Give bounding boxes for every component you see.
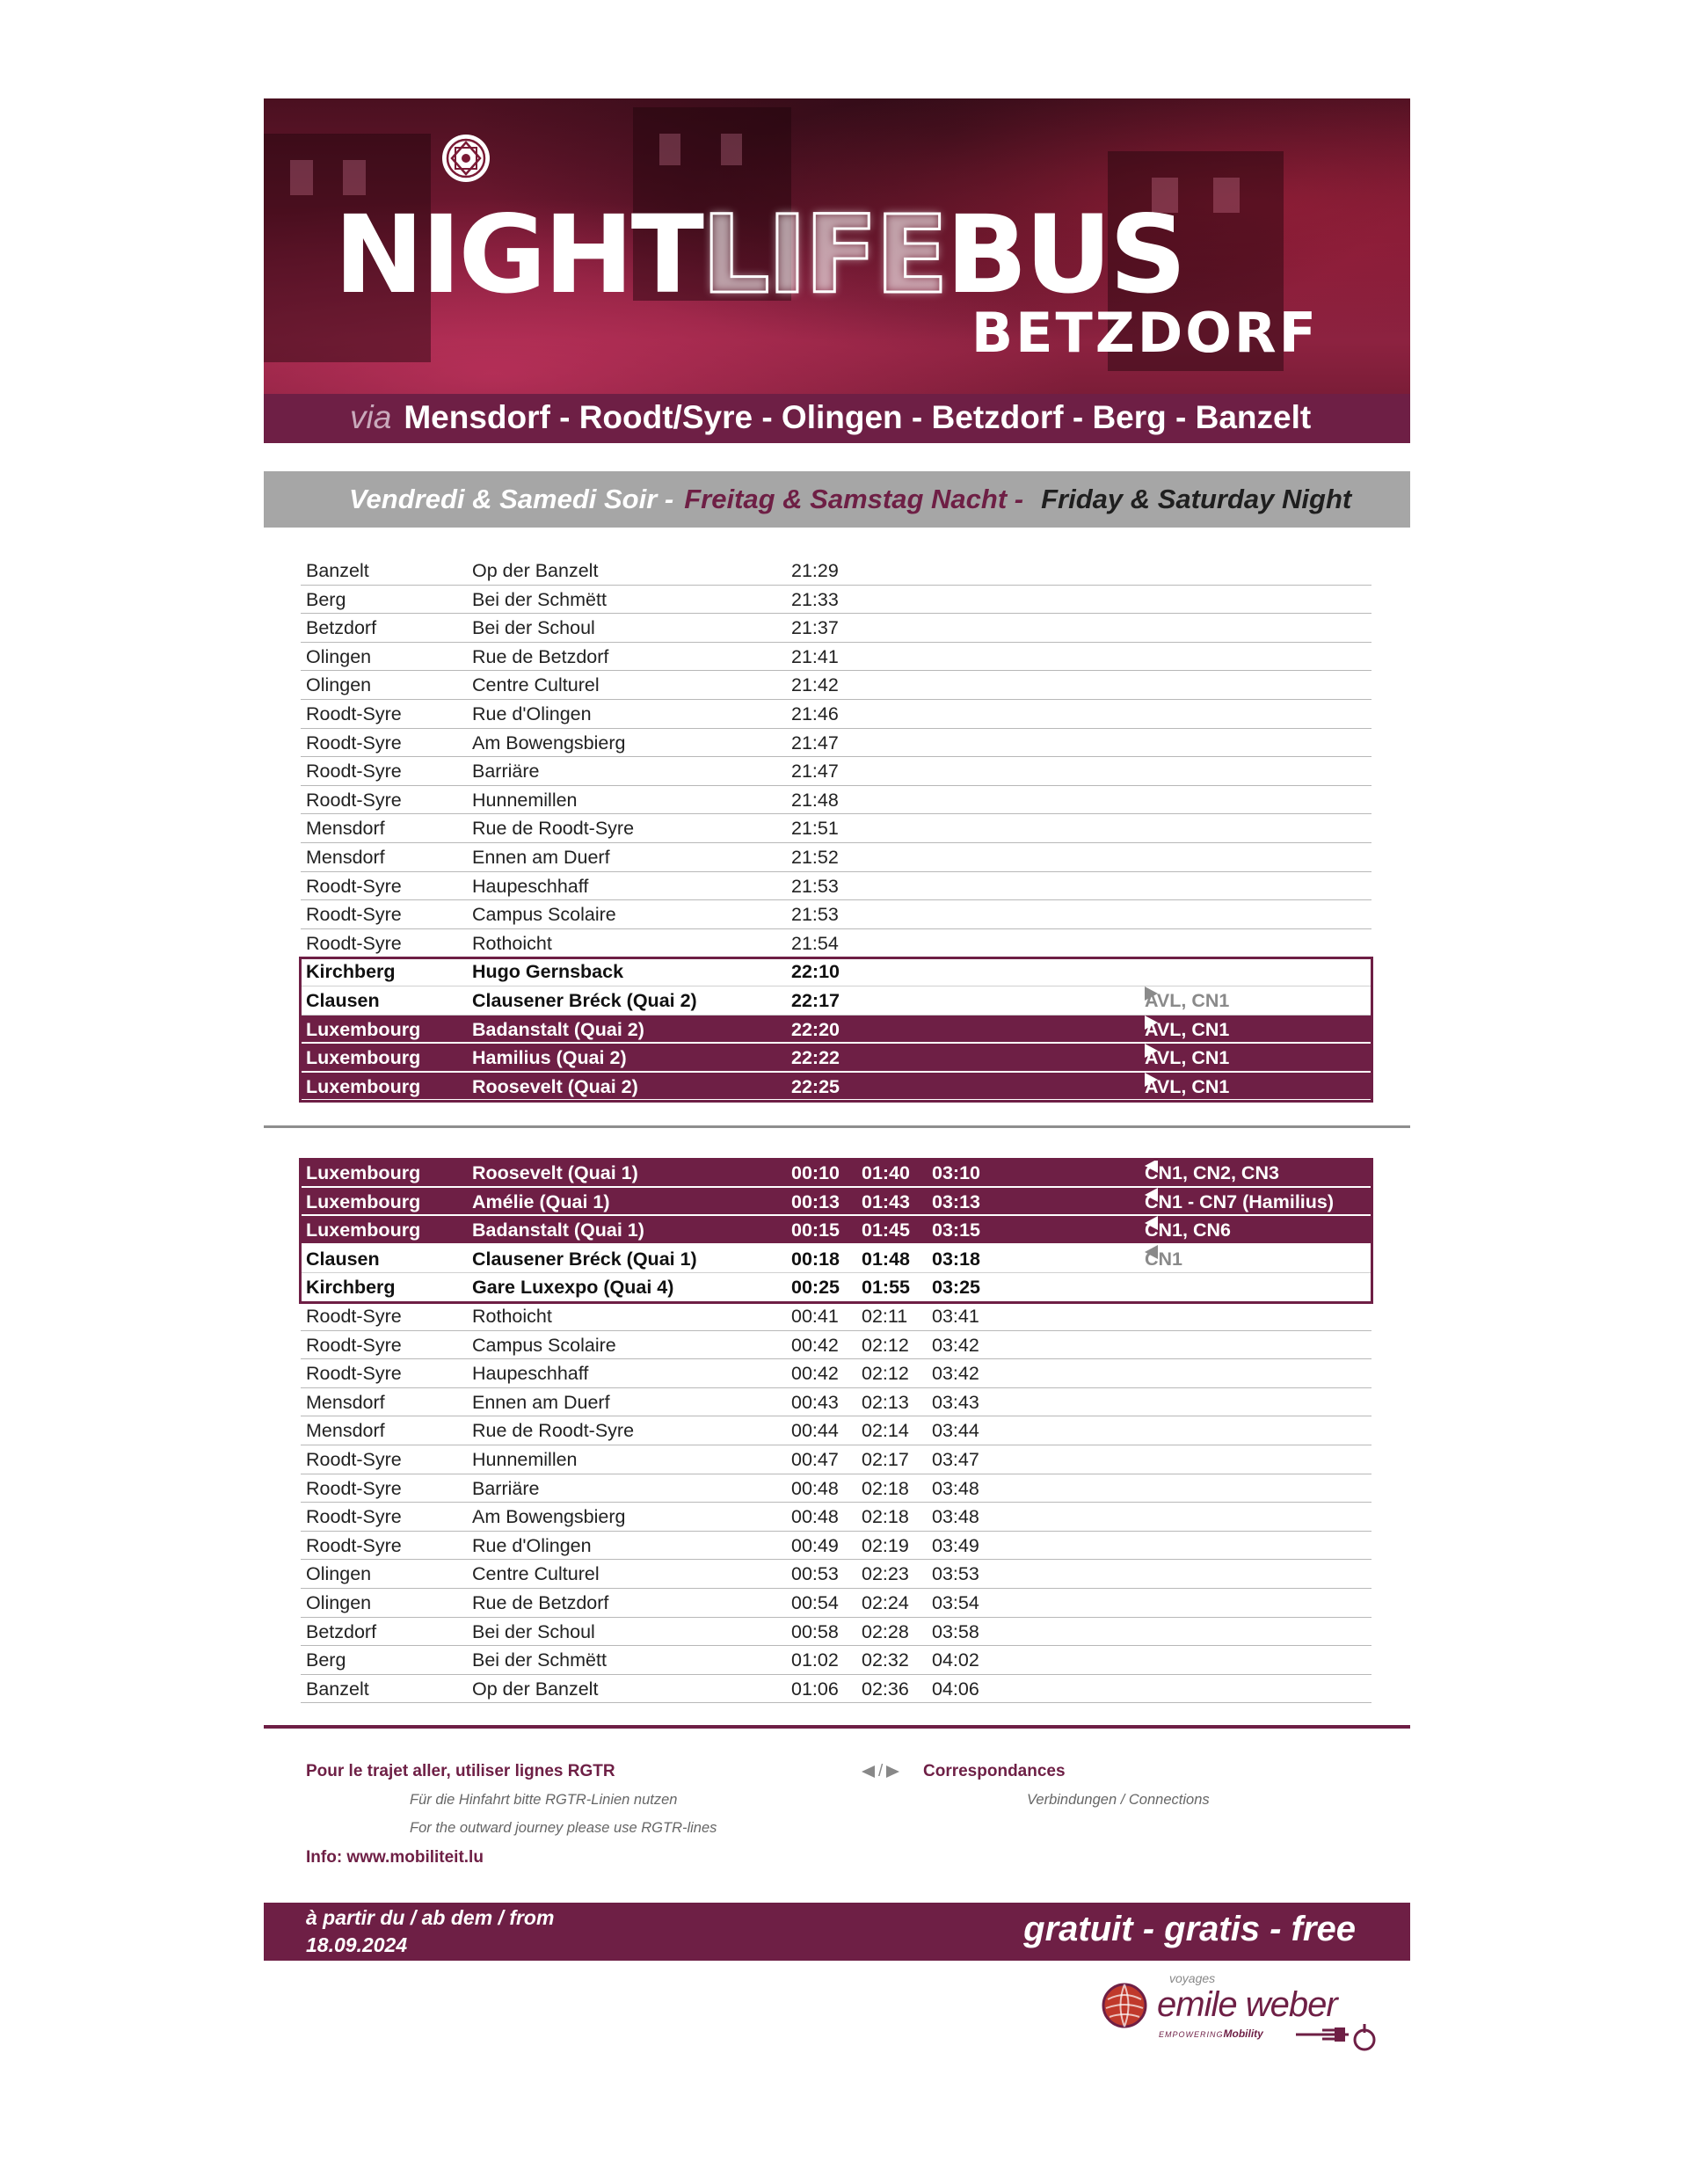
time-cell: 21:41 (791, 645, 839, 667)
table-row (301, 1646, 1372, 1675)
connection-cell (1145, 1188, 1334, 1216)
brand-name: emile weber (1157, 1985, 1337, 2024)
stop-cell: Centre Culturel (472, 674, 600, 696)
town-cell: Mensdorf (306, 818, 385, 840)
time-cell: 00:13 (791, 1190, 840, 1212)
table-row (301, 1388, 1372, 1417)
time-cell: 21:29 (791, 560, 839, 581)
connection-legend-symbols (862, 1762, 899, 1781)
time-cell: 03:13 (932, 1190, 980, 1212)
stop-cell: Clausener Bréck (Quai 1) (472, 1248, 697, 1270)
stop-cell: Gare Luxexpo (Quai 4) (472, 1277, 674, 1299)
tagline-b: Mobility (1223, 2027, 1263, 2040)
time-cell: 01:02 (791, 1649, 839, 1671)
table-row (301, 700, 1372, 729)
time-cell: 02:23 (862, 1563, 909, 1585)
time-cell: 21:37 (791, 617, 839, 639)
time-cell: 02:18 (862, 1477, 909, 1499)
table-row (301, 1589, 1372, 1618)
town-cell: Roodt-Syre (306, 1477, 402, 1499)
town-cell: Berg (306, 1649, 346, 1671)
time-cell: 02:11 (862, 1306, 908, 1327)
stop-cell: Badanstalt (Quai 1) (472, 1219, 644, 1241)
time-cell: 22:25 (791, 1075, 840, 1097)
time-cell: 03:44 (932, 1420, 979, 1442)
town-cell: Roodt-Syre (306, 1363, 402, 1385)
connections-sub: Verbindungen / Connections (1027, 1792, 1210, 1808)
time-cell: 01:06 (791, 1678, 839, 1700)
time-cell: 00:53 (791, 1563, 839, 1585)
connection-lines: AVL, CN1 (1145, 1018, 1230, 1040)
time-cell: 01:43 (862, 1190, 910, 1212)
town-cell: Banzelt (306, 1678, 369, 1700)
stop-cell: Clausener Bréck (Quai 2) (472, 990, 697, 1011)
arrow-left-icon (1145, 1188, 1158, 1202)
arrow-right-icon (886, 1765, 899, 1778)
time-cell: 02:18 (862, 1506, 909, 1528)
title-bus: BUS (945, 193, 1184, 317)
time-cell: 00:48 (791, 1506, 839, 1528)
connection-lines: AVL, CN1 (1145, 990, 1230, 1011)
time-cell: 03:18 (932, 1248, 980, 1270)
time-cell: 00:25 (791, 1277, 840, 1299)
table-row (301, 1073, 1372, 1102)
time-cell: 21:48 (791, 789, 839, 811)
connection-cell (1145, 986, 1229, 1015)
stop-cell: Haupeschhaff (472, 1363, 589, 1385)
town-cell: Clausen (306, 1248, 380, 1270)
table-row (301, 1302, 1372, 1331)
time-cell: 21:54 (791, 932, 839, 954)
time-cell: 03:48 (932, 1477, 979, 1499)
town-cell: Roodt-Syre (306, 904, 402, 926)
town-cell: Banzelt (306, 560, 369, 581)
time-cell: 21:47 (791, 732, 839, 753)
town-cell: Kirchberg (306, 961, 396, 983)
town-cell: Roodt-Syre (306, 789, 402, 811)
town-cell: Olingen (306, 674, 372, 696)
table-row (301, 1159, 1372, 1188)
time-cell: 04:06 (932, 1678, 979, 1700)
connection-lines: CN1 (1145, 1248, 1183, 1270)
town-cell: Mensdorf (306, 847, 385, 868)
arrow-left-icon (1145, 1245, 1158, 1259)
table-row (301, 1245, 1372, 1274)
days-fr: Vendredi & Samedi Soir - (349, 484, 674, 514)
table-row (301, 843, 1372, 872)
time-cell: 03:15 (932, 1219, 980, 1241)
table-row (301, 729, 1372, 758)
town-cell: Luxembourg (306, 1219, 421, 1241)
outward-note-de: Für die Hinfahrt bitte RGTR-Linien nutzen (410, 1792, 678, 1808)
table-row (301, 1675, 1372, 1704)
time-cell: 21:47 (791, 761, 839, 783)
time-cell: 02:12 (862, 1334, 909, 1356)
table-row (301, 1359, 1372, 1388)
stop-cell: Campus Scolaire (472, 904, 616, 926)
section-divider (264, 1125, 1410, 1128)
table-row (301, 1273, 1372, 1302)
table-row (301, 1532, 1372, 1561)
time-cell: 02:13 (862, 1391, 909, 1413)
arrow-left-icon (1145, 1159, 1158, 1173)
table-row (301, 1188, 1372, 1217)
town-cell: Roodt-Syre (306, 1306, 402, 1327)
stop-cell: Am Bowengsbierg (472, 1506, 626, 1528)
arrow-left-icon (862, 1765, 875, 1778)
table-row (301, 929, 1372, 958)
town-cell: Betzdorf (306, 617, 377, 639)
stop-cell: Ennen am Duerf (472, 1391, 610, 1413)
time-cell: 00:10 (791, 1162, 840, 1183)
town-cell: Olingen (306, 645, 372, 667)
connection-cell (1145, 1245, 1182, 1273)
days-de: Freitag & Samstag Nacht - (684, 484, 1024, 514)
free-label: gratuit - gratis - free (1023, 1910, 1356, 1948)
stop-cell: Bei der Schmëtt (472, 588, 607, 610)
time-cell: 03:10 (932, 1162, 980, 1183)
stop-cell: Rue de Roodt-Syre (472, 1420, 635, 1442)
table-row (301, 1044, 1372, 1073)
brand-small-label: voyages (1169, 1971, 1216, 1985)
outward-note: Pour le trajet aller, utiliser lignes RGTR (306, 1762, 615, 1780)
town-cell: Roodt-Syre (306, 1506, 402, 1528)
arrow-right-icon (1145, 1073, 1158, 1087)
table-row (301, 1560, 1372, 1589)
stop-cell: Rothoicht (472, 1306, 552, 1327)
town-cell: Roodt-Syre (306, 875, 402, 897)
stop-cell: Rue d'Olingen (472, 1534, 592, 1556)
town-cell: Luxembourg (306, 1190, 421, 1212)
stop-cell: Barriäre (472, 1477, 540, 1499)
valid-from-label: à partir du / ab dem / from (306, 1906, 555, 1929)
time-cell: 02:12 (862, 1363, 909, 1385)
stop-cell: Bei der Schmëtt (472, 1649, 607, 1671)
time-cell: 02:17 (862, 1449, 909, 1470)
time-cell: 03:42 (932, 1363, 979, 1385)
time-cell: 22:17 (791, 990, 840, 1011)
time-cell: 21:33 (791, 588, 839, 610)
stop-cell: Hamilius (Quai 2) (472, 1047, 627, 1069)
stop-cell: Rue de Roodt-Syre (472, 818, 635, 840)
time-cell: 21:53 (791, 875, 839, 897)
town-cell: Mensdorf (306, 1391, 385, 1413)
operator-globe-icon (1101, 1982, 1148, 2029)
town-cell: Kirchberg (306, 1277, 396, 1299)
table-row (301, 671, 1372, 700)
town-cell: Roodt-Syre (306, 703, 402, 724)
time-cell: 21:42 (791, 674, 839, 696)
table-row (301, 586, 1372, 615)
connection-cell (1145, 1216, 1231, 1244)
brand-emblem-icon (440, 132, 492, 185)
time-cell: 00:58 (791, 1620, 839, 1642)
stop-cell: Rue de Betzdorf (472, 645, 609, 667)
time-cell: 01:45 (862, 1219, 910, 1241)
table-row (301, 900, 1372, 929)
time-cell: 00:49 (791, 1534, 839, 1556)
connection-lines: CN1, CN6 (1145, 1219, 1231, 1241)
table-row (301, 1416, 1372, 1445)
time-cell: 01:40 (862, 1162, 910, 1183)
title-life: LIFE (701, 193, 946, 317)
time-cell: 03:49 (932, 1534, 979, 1556)
table-row (301, 814, 1372, 843)
stop-cell: Centre Culturel (472, 1563, 600, 1585)
route-text: Mensdorf - Roodt/Syre - Olingen - Betzdorf - Berg - Banzelt (404, 399, 1312, 435)
connection-cell (1145, 1073, 1229, 1101)
time-cell: 00:41 (791, 1306, 839, 1327)
connections-label: Correspondances (923, 1762, 1066, 1780)
time-cell: 00:42 (791, 1334, 839, 1356)
stop-cell: Bei der Schoul (472, 617, 595, 639)
stop-cell: Amélie (Quai 1) (472, 1190, 610, 1212)
table-row (301, 643, 1372, 672)
time-cell: 00:54 (791, 1592, 839, 1613)
title-night: NIGHT (334, 193, 702, 317)
arrow-right-icon (1145, 1044, 1158, 1058)
time-cell: 04:02 (932, 1649, 979, 1671)
arrow-right-icon (1145, 986, 1158, 1001)
town-cell: Roodt-Syre (306, 1449, 402, 1470)
time-cell: 03:58 (932, 1620, 979, 1642)
stop-cell: Haupeschhaff (472, 875, 589, 897)
stop-cell: Rue d'Olingen (472, 703, 592, 724)
days-en: Friday & Saturday Night (1041, 484, 1352, 514)
time-cell: 02:19 (862, 1534, 909, 1556)
time-cell: 21:51 (791, 818, 839, 840)
time-cell: 00:42 (791, 1363, 839, 1385)
town-cell: Roodt-Syre (306, 732, 402, 753)
time-cell: 00:43 (791, 1391, 839, 1413)
route-bar (264, 394, 1410, 443)
town-cell: Clausen (306, 990, 380, 1011)
time-cell: 03:41 (932, 1306, 979, 1327)
operator-logo (1097, 1969, 1379, 2057)
arrow-right-icon (1145, 1016, 1158, 1030)
table-row (301, 1503, 1372, 1532)
town-cell: Roodt-Syre (306, 761, 402, 783)
time-cell: 02:24 (862, 1592, 909, 1613)
connection-lines: AVL, CN1 (1145, 1047, 1230, 1069)
stop-cell: Am Bowengsbierg (472, 732, 626, 753)
table-row (301, 1331, 1372, 1360)
stop-cell: Ennen am Duerf (472, 847, 610, 868)
validity-bar (264, 1903, 1410, 1961)
time-cell: 22:10 (791, 961, 840, 983)
service-days-bar (264, 471, 1410, 528)
tagline-a: EMPOWERING (1159, 2030, 1224, 2039)
town-cell: Roodt-Syre (306, 1534, 402, 1556)
table-row (301, 957, 1372, 986)
town-cell: Luxembourg (306, 1018, 421, 1040)
time-cell: 02:32 (862, 1649, 909, 1671)
arrow-left-icon (1145, 1216, 1158, 1230)
time-cell: 03:43 (932, 1391, 979, 1413)
time-cell: 02:14 (862, 1420, 909, 1442)
banner-city: BETZDORF (971, 301, 1319, 365)
town-cell: Luxembourg (306, 1162, 421, 1183)
table-row (301, 1216, 1372, 1245)
town-cell: Mensdorf (306, 1420, 385, 1442)
legend-separator: / (878, 1762, 884, 1780)
table-row (301, 786, 1372, 815)
time-cell: 03:48 (932, 1506, 979, 1528)
footer-divider (264, 1725, 1410, 1729)
stop-cell: Op der Banzelt (472, 1678, 599, 1700)
table-row (301, 757, 1372, 786)
via-label: via (350, 399, 392, 435)
town-cell: Olingen (306, 1563, 372, 1585)
time-cell: 21:46 (791, 703, 839, 724)
time-cell: 01:55 (862, 1277, 910, 1299)
time-cell: 02:28 (862, 1620, 909, 1642)
town-cell: Berg (306, 588, 346, 610)
plug-icon (1296, 2022, 1379, 2054)
time-cell: 00:15 (791, 1219, 840, 1241)
stop-cell: Rue de Betzdorf (472, 1592, 609, 1613)
town-cell: Luxembourg (306, 1047, 421, 1069)
table-row (301, 1016, 1372, 1045)
table-row (301, 1445, 1372, 1474)
stop-cell: Roosevelt (Quai 1) (472, 1162, 638, 1183)
time-cell: 22:20 (791, 1018, 840, 1040)
town-cell: Roodt-Syre (306, 932, 402, 954)
connection-lines: CN1 - CN7 (Hamilius) (1145, 1190, 1335, 1212)
connection-cell (1145, 1016, 1229, 1044)
stop-cell: Hunnemillen (472, 789, 578, 811)
brand-tagline (1159, 2027, 1263, 2040)
stop-cell: Op der Banzelt (472, 560, 599, 581)
table-row (301, 872, 1372, 901)
time-cell: 03:25 (932, 1277, 980, 1299)
connection-lines: AVL, CN1 (1145, 1075, 1230, 1097)
stop-cell: Barriäre (472, 761, 540, 783)
town-cell: Luxembourg (306, 1075, 421, 1097)
time-cell: 22:22 (791, 1047, 840, 1069)
time-cell: 00:48 (791, 1477, 839, 1499)
time-cell: 00:47 (791, 1449, 839, 1470)
table-row (301, 986, 1372, 1016)
stop-cell: Rothoicht (472, 932, 552, 954)
banner-title (334, 193, 1389, 317)
stop-cell: Hunnemillen (472, 1449, 578, 1470)
stop-cell: Badanstalt (Quai 2) (472, 1018, 644, 1040)
header-banner (264, 98, 1410, 443)
outward-note-en: For the outward journey please use RGTR-lines (410, 1820, 717, 1836)
stop-cell: Hugo Gernsback (472, 961, 624, 983)
connection-cell (1145, 1044, 1229, 1072)
stop-cell: Roosevelt (Quai 2) (472, 1075, 638, 1097)
time-cell: 00:44 (791, 1420, 839, 1442)
table-row (301, 614, 1372, 643)
time-cell: 01:48 (862, 1248, 910, 1270)
time-cell: 00:18 (791, 1248, 840, 1270)
stop-cell: Campus Scolaire (472, 1334, 616, 1356)
table-row (301, 1618, 1372, 1647)
info-link[interactable]: Info: www.mobiliteit.lu (306, 1848, 484, 1867)
time-cell: 03:53 (932, 1563, 979, 1585)
town-cell: Betzdorf (306, 1620, 377, 1642)
town-cell: Roodt-Syre (306, 1334, 402, 1356)
table-row (301, 557, 1372, 586)
time-cell: 03:54 (932, 1592, 979, 1613)
connection-cell (1145, 1159, 1279, 1187)
table-row (301, 1474, 1372, 1503)
time-cell: 02:36 (862, 1678, 909, 1700)
time-cell: 21:52 (791, 847, 839, 868)
time-cell: 03:42 (932, 1334, 979, 1356)
connection-lines: CN1, CN2, CN3 (1145, 1162, 1279, 1183)
time-cell: 03:47 (932, 1449, 979, 1470)
stop-cell: Bei der Schoul (472, 1620, 595, 1642)
time-cell: 21:53 (791, 904, 839, 926)
valid-from-date: 18.09.2024 (306, 1933, 408, 1956)
town-cell: Olingen (306, 1592, 372, 1613)
